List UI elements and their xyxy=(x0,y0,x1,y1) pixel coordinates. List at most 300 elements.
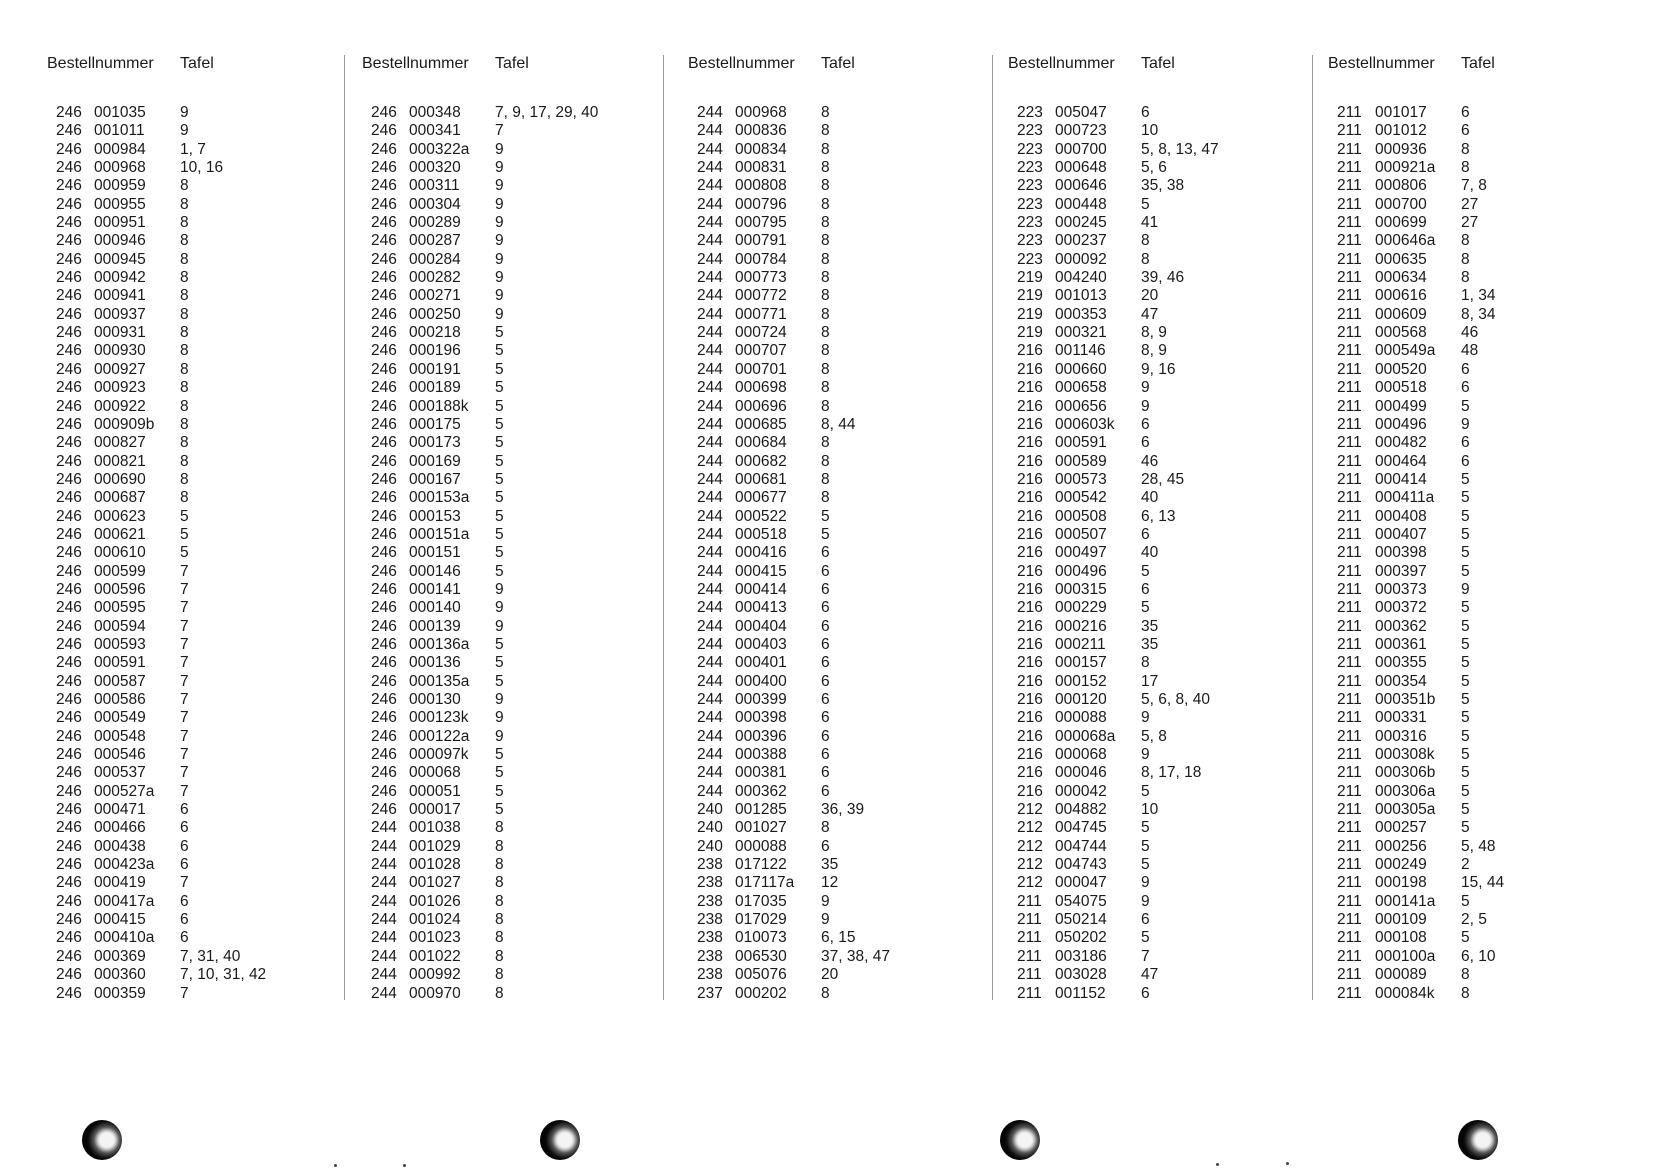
part-prefix: 246 xyxy=(56,617,82,635)
part-number: 000410a xyxy=(94,929,155,947)
tafel-value: 8 xyxy=(180,452,189,470)
table-row xyxy=(1008,159,1288,177)
part-number: 000284 xyxy=(409,250,461,268)
table-row xyxy=(1008,416,1288,434)
part-prefix: 211 xyxy=(1337,360,1362,378)
part-prefix: 244 xyxy=(371,837,397,855)
part-prefix: 211 xyxy=(1337,250,1362,268)
part-number: 004744 xyxy=(1055,837,1107,855)
part-prefix: 223 xyxy=(1017,177,1043,195)
part-prefix: 211 xyxy=(1337,782,1362,800)
tafel-value: 7, 31, 40 xyxy=(180,947,241,965)
part-number: 000723 xyxy=(1055,122,1107,140)
part-prefix: 246 xyxy=(56,856,82,874)
part-number: 000257 xyxy=(1375,819,1427,837)
part-prefix: 246 xyxy=(56,580,82,598)
part-number: 000068 xyxy=(409,764,461,782)
tafel-value: 5 xyxy=(495,415,504,433)
table-row xyxy=(1328,764,1608,782)
table-row xyxy=(1008,838,1288,856)
column-divider xyxy=(663,55,664,1000)
table-row xyxy=(362,838,642,856)
part-number: 000282 xyxy=(409,269,461,287)
part-number: 005076 xyxy=(735,966,787,984)
part-prefix: 211 xyxy=(1017,892,1042,910)
tafel-value: 8 xyxy=(180,250,189,268)
part-prefix: 246 xyxy=(371,525,397,543)
tafel-value: 8 xyxy=(180,489,189,507)
tafel-value: 9 xyxy=(180,122,189,140)
table-row xyxy=(1008,398,1288,416)
part-number: 000398 xyxy=(1375,544,1427,562)
tafel-value: 46 xyxy=(1141,452,1159,470)
tafel-value: 9 xyxy=(821,892,830,910)
tafel-value: 5 xyxy=(1141,929,1150,947)
table-row xyxy=(688,122,968,140)
part-number: 000648 xyxy=(1055,159,1107,177)
tafel-value: 20 xyxy=(821,966,839,984)
part-prefix: 246 xyxy=(371,746,397,764)
table-row xyxy=(362,471,642,489)
part-prefix: 246 xyxy=(56,672,82,690)
table-row xyxy=(688,985,968,1003)
header-tafel: Tafel xyxy=(1141,55,1175,72)
part-prefix: 211 xyxy=(1337,104,1362,121)
part-number: 000595 xyxy=(94,599,146,617)
part-number: 000438 xyxy=(94,837,146,855)
part-number: 000139 xyxy=(409,617,461,635)
part-number: 000237 xyxy=(1055,232,1107,250)
part-prefix: 216 xyxy=(1017,709,1043,727)
table-row xyxy=(47,141,327,159)
part-prefix: 211 xyxy=(1337,159,1362,177)
part-prefix: 246 xyxy=(56,470,82,488)
table-row xyxy=(362,214,642,232)
table-row xyxy=(47,856,327,874)
tafel-value: 6 xyxy=(821,599,830,617)
parts-column-5 xyxy=(1328,55,1608,1002)
tafel-value: 7 xyxy=(180,764,189,782)
tafel-value: 8 xyxy=(495,874,504,892)
table-row xyxy=(1328,471,1608,489)
part-prefix: 246 xyxy=(56,837,82,855)
part-prefix: 244 xyxy=(697,379,723,397)
parts-column-2 xyxy=(362,55,642,1002)
tafel-value: 8 xyxy=(821,984,830,1002)
part-prefix: 246 xyxy=(56,287,82,305)
tafel-value: 15, 44 xyxy=(1461,874,1505,892)
part-prefix: 212 xyxy=(1017,801,1043,819)
tafel-value: 7 xyxy=(180,984,189,1002)
part-number: 003028 xyxy=(1055,966,1107,984)
table-row xyxy=(1008,636,1288,654)
table-row xyxy=(688,966,968,984)
tafel-value: 5, 48 xyxy=(1461,837,1496,855)
part-number: 000507 xyxy=(1055,525,1107,543)
tafel-value: 7 xyxy=(180,654,189,672)
part-prefix: 211 xyxy=(1337,544,1362,562)
table-row xyxy=(362,508,642,526)
part-prefix: 246 xyxy=(56,269,82,287)
tafel-value: 10, 16 xyxy=(180,159,224,177)
tafel-value: 5 xyxy=(1141,837,1150,855)
part-number: 000922 xyxy=(94,397,146,415)
part-prefix: 246 xyxy=(371,782,397,800)
table-row xyxy=(1328,563,1608,581)
part-number: 000341 xyxy=(409,122,461,140)
part-number: 000791 xyxy=(735,232,787,250)
part-number: 000396 xyxy=(735,727,787,745)
part-prefix: 244 xyxy=(697,746,723,764)
part-prefix: 216 xyxy=(1017,691,1043,708)
tafel-value: 9 xyxy=(495,232,504,250)
tafel-value: 28, 45 xyxy=(1141,470,1185,488)
part-number: 000959 xyxy=(94,177,146,195)
part-prefix: 216 xyxy=(1017,397,1043,415)
tafel-value: 7 xyxy=(180,782,189,800)
tafel-value: 2, 5 xyxy=(1461,911,1487,929)
tafel-value: 9 xyxy=(495,709,504,727)
tafel-value: 9, 16 xyxy=(1141,360,1176,378)
column-header xyxy=(688,55,968,75)
table-row xyxy=(1328,636,1608,654)
table-row xyxy=(362,416,642,434)
part-number: 000499 xyxy=(1375,397,1427,415)
table-row xyxy=(1008,251,1288,269)
table-row xyxy=(1328,838,1608,856)
part-number: 000109 xyxy=(1375,911,1427,929)
part-number: 000700 xyxy=(1055,140,1107,158)
part-number: 000537 xyxy=(94,764,146,782)
tafel-value: 47 xyxy=(1141,966,1159,984)
part-prefix: 211 xyxy=(1337,452,1362,470)
table-row xyxy=(362,104,642,122)
part-number: 000970 xyxy=(409,984,461,1002)
column-header xyxy=(362,55,642,75)
tafel-value: 8 xyxy=(821,159,830,177)
part-number: 000130 xyxy=(409,691,461,708)
part-number: 000941 xyxy=(94,287,146,305)
tafel-value: 9 xyxy=(495,250,504,268)
part-number: 000400 xyxy=(735,672,787,690)
table-row xyxy=(688,526,968,544)
part-prefix: 244 xyxy=(697,232,723,250)
part-prefix: 211 xyxy=(1337,874,1362,892)
tafel-value: 5 xyxy=(1141,599,1150,617)
tafel-value: 5, 6, 8, 40 xyxy=(1141,691,1210,708)
part-prefix: 211 xyxy=(1337,966,1362,984)
part-prefix: 223 xyxy=(1017,122,1043,140)
part-prefix: 246 xyxy=(56,525,82,543)
part-prefix: 216 xyxy=(1017,562,1043,580)
part-number: 001027 xyxy=(409,874,461,892)
table-row xyxy=(688,691,968,709)
table-row xyxy=(362,544,642,562)
part-number: 000682 xyxy=(735,452,787,470)
tafel-value: 5 xyxy=(1461,489,1470,507)
part-number: 000173 xyxy=(409,434,461,452)
tafel-value: 8 xyxy=(495,947,504,965)
table-row xyxy=(1328,177,1608,195)
part-prefix: 244 xyxy=(697,104,723,121)
tafel-value: 8 xyxy=(821,214,830,232)
tafel-value: 5 xyxy=(1141,856,1150,874)
table-row xyxy=(688,177,968,195)
tafel-value: 5 xyxy=(1461,397,1470,415)
table-row xyxy=(1008,819,1288,837)
table-row xyxy=(1328,232,1608,250)
table-row xyxy=(1008,599,1288,617)
tafel-value: 12 xyxy=(821,874,839,892)
table-row xyxy=(362,581,642,599)
table-row xyxy=(688,728,968,746)
part-prefix: 246 xyxy=(56,434,82,452)
table-row xyxy=(1328,581,1608,599)
table-row xyxy=(47,599,327,617)
part-prefix: 237 xyxy=(697,984,723,1002)
tafel-value: 8 xyxy=(821,379,830,397)
table-row xyxy=(1328,819,1608,837)
part-number: 000202 xyxy=(735,984,787,1002)
table-row xyxy=(1328,709,1608,727)
table-row xyxy=(47,636,327,654)
part-prefix: 244 xyxy=(697,507,723,525)
part-prefix: 223 xyxy=(1017,214,1043,232)
table-row xyxy=(688,471,968,489)
part-number: 000311 xyxy=(409,177,460,195)
tafel-value: 8 xyxy=(180,360,189,378)
part-number: 006530 xyxy=(735,947,787,965)
tafel-value: 8 xyxy=(180,434,189,452)
table-row xyxy=(47,746,327,764)
tafel-value: 8 xyxy=(821,489,830,507)
tafel-value: 8 xyxy=(180,287,189,305)
part-number: 000408 xyxy=(1375,507,1427,525)
tafel-value: 5 xyxy=(1461,929,1470,947)
table-row xyxy=(1328,104,1608,122)
table-row xyxy=(47,526,327,544)
tafel-value: 6 xyxy=(821,654,830,672)
table-row xyxy=(47,691,327,709)
part-prefix: 246 xyxy=(56,819,82,837)
table-row xyxy=(1008,526,1288,544)
part-prefix: 211 xyxy=(1337,617,1362,635)
table-row xyxy=(1008,453,1288,471)
table-row xyxy=(47,673,327,691)
part-prefix: 246 xyxy=(371,159,397,177)
tafel-value: 17 xyxy=(1141,672,1159,690)
tafel-value: 40 xyxy=(1141,544,1159,562)
table-row xyxy=(1328,856,1608,874)
part-number: 000305a xyxy=(1375,801,1436,819)
part-prefix: 244 xyxy=(697,672,723,690)
part-prefix: 216 xyxy=(1017,672,1043,690)
column-divider xyxy=(344,55,345,1000)
part-number: 000621 xyxy=(94,525,146,543)
tafel-value: 8 xyxy=(1461,159,1470,177)
part-prefix: 219 xyxy=(1017,324,1043,342)
table-row xyxy=(1008,764,1288,782)
part-prefix: 244 xyxy=(697,397,723,415)
part-number: 000496 xyxy=(1055,562,1107,580)
part-number: 000658 xyxy=(1055,379,1107,397)
table-row xyxy=(688,948,968,966)
part-number: 000141a xyxy=(1375,892,1436,910)
part-number: 000175 xyxy=(409,415,461,433)
part-prefix: 246 xyxy=(56,507,82,525)
table-row xyxy=(1328,948,1608,966)
part-prefix: 246 xyxy=(56,635,82,653)
part-prefix: 216 xyxy=(1017,654,1043,672)
table-row xyxy=(47,893,327,911)
table-row xyxy=(688,636,968,654)
table-row xyxy=(1328,159,1608,177)
part-prefix: 216 xyxy=(1017,782,1043,800)
part-number: 000685 xyxy=(735,415,787,433)
part-number: 000088 xyxy=(735,837,787,855)
parts-column-3 xyxy=(688,55,968,1002)
tafel-value: 10 xyxy=(1141,122,1159,140)
part-number: 000151 xyxy=(409,544,461,562)
table-row xyxy=(362,985,642,1003)
part-number: 000646a xyxy=(1375,232,1436,250)
table-row xyxy=(1328,654,1608,672)
part-prefix: 244 xyxy=(697,214,723,232)
table-row xyxy=(1008,874,1288,892)
part-prefix: 246 xyxy=(56,746,82,764)
part-number: 000354 xyxy=(1375,672,1427,690)
part-prefix: 244 xyxy=(371,856,397,874)
part-number: 000256 xyxy=(1375,837,1427,855)
part-prefix: 211 xyxy=(1337,562,1362,580)
tafel-value: 5 xyxy=(1461,727,1470,745)
tafel-value: 5 xyxy=(495,470,504,488)
part-prefix: 211 xyxy=(1337,470,1362,488)
tafel-value: 5 xyxy=(495,544,504,562)
table-row xyxy=(362,746,642,764)
part-number: 000968 xyxy=(735,104,787,121)
part-number: 000088 xyxy=(1055,709,1107,727)
part-number: 000687 xyxy=(94,489,146,507)
part-prefix: 246 xyxy=(371,507,397,525)
table-row xyxy=(1008,856,1288,874)
punch-hole xyxy=(1000,1120,1040,1160)
part-number: 000968 xyxy=(94,159,146,177)
part-number: 003186 xyxy=(1055,947,1107,965)
tafel-value: 6 xyxy=(180,929,189,947)
part-prefix: 240 xyxy=(697,801,723,819)
part-number: 000586 xyxy=(94,691,146,708)
table-row xyxy=(362,673,642,691)
part-number: 000122a xyxy=(409,727,470,745)
part-prefix: 246 xyxy=(371,764,397,782)
part-number: 000414 xyxy=(1375,470,1427,488)
part-number: 000047 xyxy=(1055,874,1107,892)
table-row xyxy=(688,196,968,214)
part-prefix: 211 xyxy=(1337,525,1362,543)
tafel-value: 5 xyxy=(1461,617,1470,635)
part-number: 050202 xyxy=(1055,929,1107,947)
part-number: 000522 xyxy=(735,507,787,525)
table-row xyxy=(47,929,327,947)
part-number: 000923 xyxy=(94,379,146,397)
part-number: 000271 xyxy=(409,287,461,305)
table-row xyxy=(688,214,968,232)
table-row xyxy=(362,874,642,892)
tafel-value: 8 xyxy=(495,856,504,874)
part-prefix: 244 xyxy=(371,874,397,892)
table-row xyxy=(362,856,642,874)
part-prefix: 244 xyxy=(697,617,723,635)
part-prefix: 211 xyxy=(1337,635,1362,653)
part-number: 000827 xyxy=(94,434,146,452)
part-prefix: 223 xyxy=(1017,195,1043,213)
part-prefix: 216 xyxy=(1017,764,1043,782)
part-number: 000415 xyxy=(735,562,787,580)
tafel-value: 9 xyxy=(495,727,504,745)
part-number: 000684 xyxy=(735,434,787,452)
tafel-value: 7, 10, 31, 42 xyxy=(180,966,267,984)
part-prefix: 223 xyxy=(1017,250,1043,268)
part-prefix: 246 xyxy=(56,104,82,121)
part-number: 001028 xyxy=(409,856,461,874)
part-number: 000331 xyxy=(1375,709,1427,727)
part-number: 000245 xyxy=(1055,214,1107,232)
part-number: 000549a xyxy=(1375,342,1436,360)
part-prefix: 244 xyxy=(697,250,723,268)
part-number: 000353 xyxy=(1055,305,1107,323)
table-row xyxy=(47,416,327,434)
part-prefix: 246 xyxy=(371,250,397,268)
table-row xyxy=(47,801,327,819)
part-prefix: 246 xyxy=(56,250,82,268)
part-number: 000198 xyxy=(1375,874,1427,892)
part-prefix: 246 xyxy=(56,305,82,323)
tafel-value: 8 xyxy=(180,397,189,415)
tafel-value: 8 xyxy=(180,324,189,342)
part-prefix: 216 xyxy=(1017,746,1043,764)
tafel-value: 8, 9 xyxy=(1141,324,1167,342)
tafel-value: 8 xyxy=(495,929,504,947)
table-row xyxy=(362,489,642,507)
tafel-value: 6 xyxy=(1461,379,1470,397)
table-row xyxy=(362,691,642,709)
table-row xyxy=(688,911,968,929)
tafel-value: 6 xyxy=(1461,360,1470,378)
tafel-value: 6 xyxy=(821,544,830,562)
tafel-value: 8 xyxy=(1141,232,1150,250)
tafel-value: 5 xyxy=(495,764,504,782)
part-number: 000089 xyxy=(1375,966,1427,984)
part-prefix: 246 xyxy=(371,122,397,140)
table-row xyxy=(688,379,968,397)
table-row xyxy=(47,379,327,397)
tafel-value: 6, 15 xyxy=(821,929,856,947)
part-prefix: 246 xyxy=(371,305,397,323)
tafel-value: 7, 9, 17, 29, 40 xyxy=(495,104,599,121)
table-row xyxy=(688,342,968,360)
part-prefix: 246 xyxy=(56,324,82,342)
tafel-value: 46 xyxy=(1461,324,1479,342)
table-row xyxy=(1328,306,1608,324)
tafel-value: 9 xyxy=(495,305,504,323)
parts-column-1 xyxy=(47,55,327,1002)
tafel-value: 5 xyxy=(1461,470,1470,488)
tafel-value: 8 xyxy=(495,984,504,1002)
table-row xyxy=(1008,966,1288,984)
part-prefix: 216 xyxy=(1017,470,1043,488)
part-prefix: 246 xyxy=(371,654,397,672)
